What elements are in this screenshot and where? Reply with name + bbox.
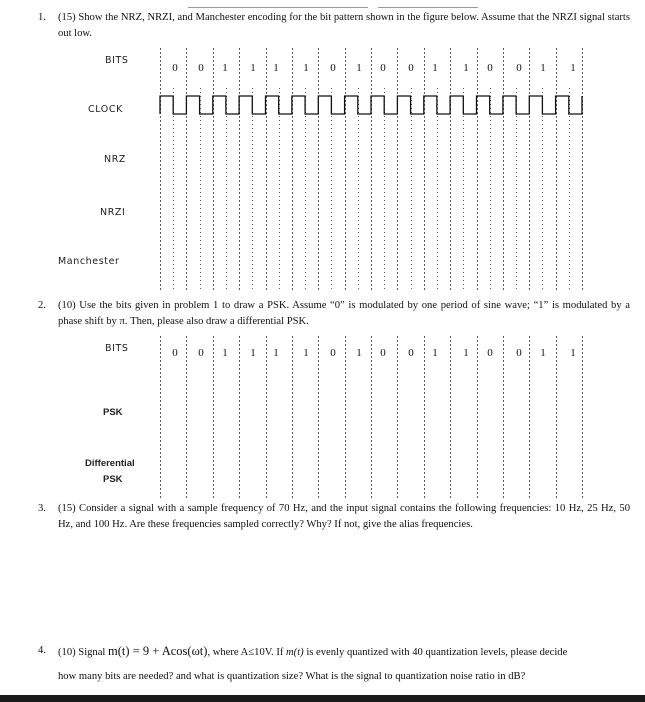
question-1-number: 1.: [38, 12, 46, 23]
question-4-prefix: (10) Signal: [58, 647, 106, 658]
bit-cell: 0: [172, 347, 178, 359]
bit-cell: 1: [356, 62, 362, 74]
bit-cell: 1: [540, 62, 546, 74]
label-differential: Differential: [85, 458, 135, 469]
bit-cell: 1: [222, 347, 228, 359]
question-2-number: 2.: [38, 300, 46, 311]
bit-cell: 1: [273, 62, 279, 74]
label-clock: CLOCK: [88, 104, 123, 115]
bit-cell: 1: [432, 347, 438, 359]
bit-cell: 0: [330, 347, 336, 359]
bit-cell: 0: [380, 347, 386, 359]
bit-cell: 1: [540, 347, 546, 359]
question-4-mid: , where A≤10V. If: [207, 647, 284, 658]
label-nrz: NRZ: [104, 154, 127, 165]
bit-cell: 0: [516, 62, 522, 74]
bit-cell: 1: [250, 62, 256, 74]
bit-cell: 1: [463, 347, 469, 359]
label-manchester: Manchester: [58, 256, 120, 267]
bit-cell: 1: [303, 347, 309, 359]
bit-cell: 1: [273, 347, 279, 359]
diagram-2-grid: [161, 336, 583, 500]
bit-cell: 1: [303, 62, 309, 74]
bit-cell: 0: [516, 347, 522, 359]
label-bits-2: BITS: [105, 343, 129, 354]
question-1-text: (15) Show the NRZ, NRZI, and Manchester encoding for the bit pattern shown in the figure below. Assume that the NRZI signal starts out low.: [58, 12, 630, 39]
clock-waveform: [160, 96, 582, 114]
bit-cell: 0: [172, 62, 178, 74]
question-2-text: (10) Use the bits given in problem 1 to draw a PSK. Assume “0” is modulated by one period of sine wave; “1” is modulated by a phase shift by π. Then, please also draw a differential PSK.: [58, 300, 630, 327]
label-nrzi: NRZI: [100, 207, 126, 218]
clock-signal: [160, 96, 582, 114]
bit-cell: 1: [222, 62, 228, 74]
bit-cell: 1: [463, 62, 469, 74]
page-bottom-bar: [0, 695, 645, 702]
bit-cell: 1: [432, 62, 438, 74]
diagram-1-grid: [161, 48, 583, 292]
bit-cell: 0: [487, 347, 493, 359]
question-4-mvar: m(t): [286, 647, 304, 658]
question-4-formula: m(t) = 9 + Acos(ωt): [108, 644, 208, 658]
question-3-text: (15) Consider a signal with a sample frequency of 70 Hz, and the input signal contains the following frequencies: 10 Hz, 25 Hz, 50 Hz, and 100 Hz. Are these frequencies sampled correctly? Why? If not, give the alias frequencies.: [58, 503, 630, 530]
question-4-number: 4.: [38, 645, 46, 656]
bit-cell: 0: [487, 62, 493, 74]
bit-cell: 0: [380, 62, 386, 74]
label-differential-psk: PSK: [103, 474, 123, 485]
question-4-suffix: is evenly quantized with 40 quantization levels, please decide: [306, 647, 568, 658]
label-psk: PSK: [103, 407, 123, 418]
bit-cell: 1: [570, 62, 576, 74]
bit-cell: 0: [198, 62, 204, 74]
bit-cell: 1: [250, 347, 256, 359]
question-4-line-2: how many bits are needed? and what is quantization size? What is the signal to quantization noise ratio in dB?: [58, 671, 526, 682]
bit-cell: 1: [356, 347, 362, 359]
bit-cell: 1: [570, 347, 576, 359]
bit-cell: 0: [408, 62, 414, 74]
label-bits-1: BITS: [105, 55, 129, 66]
bit-cell: 0: [408, 347, 414, 359]
bit-cell: 0: [198, 347, 204, 359]
bit-cell: 0: [330, 62, 336, 74]
question-3-number: 3.: [38, 503, 46, 514]
